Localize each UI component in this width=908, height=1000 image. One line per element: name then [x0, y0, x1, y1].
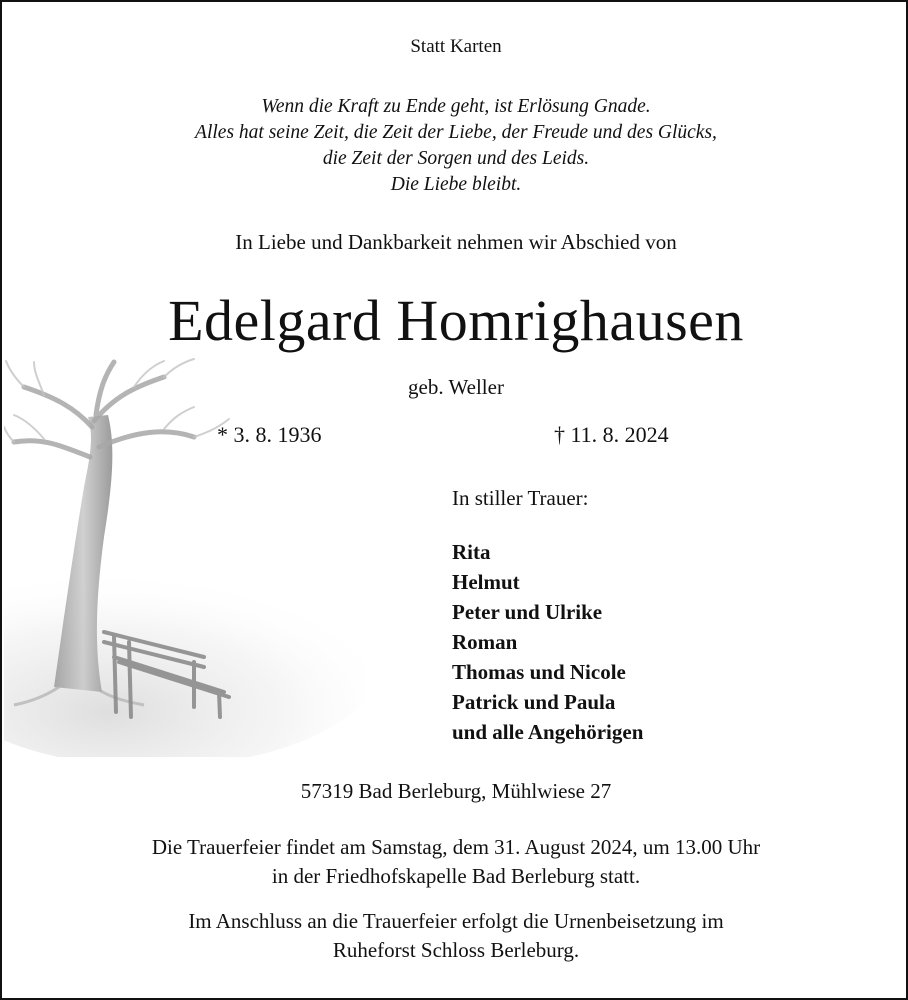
maiden-name: geb. Weller	[408, 375, 504, 399]
service-info	[2, 833, 908, 891]
header-text: Statt Karten	[410, 36, 502, 57]
poem-line: Wenn die Kraft zu Ende geht, ist Erlösung Gnade.	[261, 96, 651, 117]
service-line: Die Trauerfeier findet am Samstag, dem 31. August 2024, um 13.00 Uhr	[151, 835, 761, 859]
mourners-label: In stiller Trauer:	[452, 486, 589, 510]
poem-line: Alles hat seine Zeit, die Zeit der Liebe, der Freude und des Glücks,	[195, 122, 717, 143]
poem-line: die Zeit der Sorgen und des Leids.	[322, 148, 590, 169]
death-date: † 11. 8. 2024	[554, 422, 669, 447]
service-line: in der Friedhofskapelle Bad Berleburg statt.	[271, 864, 641, 888]
deceased-name: Edelgard Homrighausen	[168, 288, 744, 353]
mourner-name: Rita	[452, 540, 491, 564]
address: 57319 Bad Berleburg, Mühlwiese 27	[300, 779, 612, 803]
poem-line: Die Liebe bleibt.	[390, 174, 522, 195]
tree-and-bench-illustration	[4, 357, 364, 757]
mourner-name: Patrick und Paula	[452, 690, 616, 714]
intro-text: In Liebe und Dankbarkeit nehmen wir Abschied von	[235, 230, 677, 254]
poem	[2, 94, 908, 198]
mourner-name: und alle Angehörigen	[452, 720, 644, 744]
mourner-name: Helmut	[452, 570, 520, 594]
burial-line: Ruheforst Schloss Berleburg.	[332, 938, 580, 962]
burial-info	[2, 907, 908, 965]
mourner-name: Thomas und Nicole	[452, 660, 626, 684]
mourner-name: Peter und Ulrike	[452, 600, 603, 624]
mourners-list	[452, 537, 643, 747]
burial-line: Im Anschluss an die Trauerfeier erfolgt die Urnenbeisetzung im	[188, 909, 724, 933]
birth-date: * 3. 8. 1936	[217, 422, 322, 447]
mourner-name: Roman	[452, 630, 518, 654]
